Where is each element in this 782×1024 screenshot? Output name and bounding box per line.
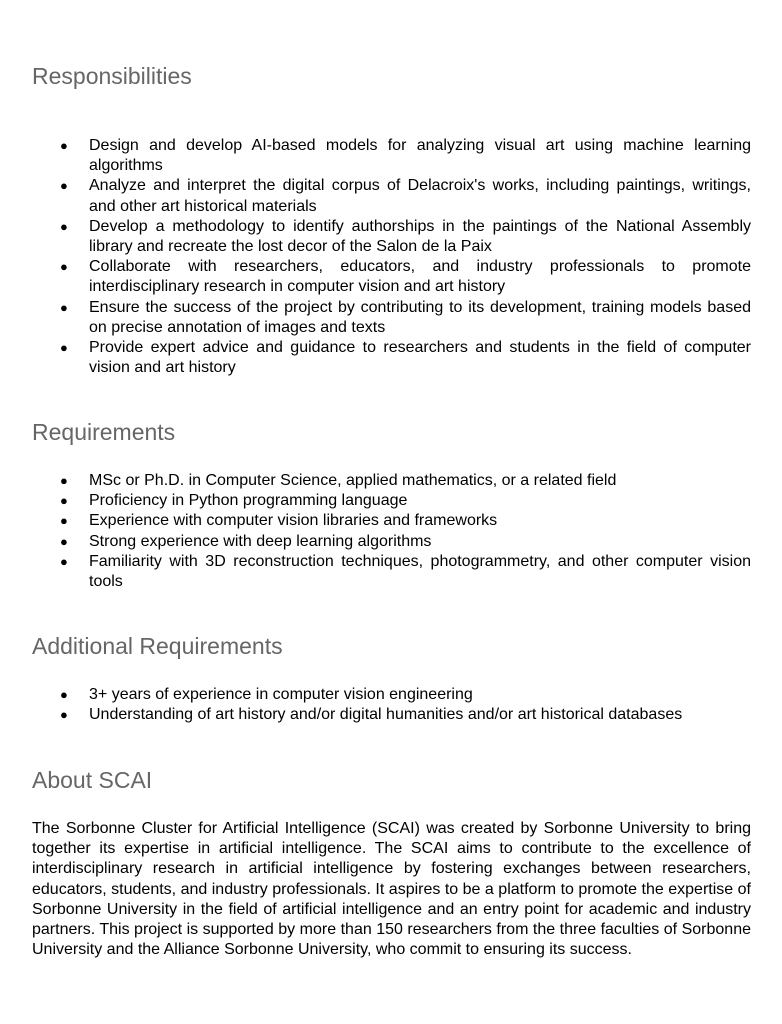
list-item [0, 685, 782, 705]
requirements-heading: Requirements [32, 419, 176, 445]
list-item [0, 217, 782, 257]
list-item [0, 176, 782, 216]
requirements-list [0, 471, 782, 592]
list-item-text: Familiarity with 3D reconstruction techniques, photogrammetry, and other computer vision tools [89, 552, 751, 591]
additional-requirements-heading: Additional Requirements [32, 633, 283, 659]
list-item [0, 552, 782, 592]
bullet-icon: ● [60, 138, 68, 153]
bullet-icon: ● [60, 493, 68, 509]
bullet-icon: ● [60, 553, 68, 569]
list-item [0, 257, 782, 297]
responsibilities-heading: Responsibilities [32, 63, 192, 89]
list-item-text: Analyze and interpret the digital corpus of Delacroix's works, including paintings, writings, and other art historical materials [89, 177, 751, 215]
list-item [0, 298, 782, 338]
list-item-text: Proficiency in Python programming language [89, 492, 408, 510]
bullet-icon: ● [60, 533, 68, 549]
list-item [0, 511, 782, 531]
about-paragraph: The Sorbonne Cluster for Artificial Intelligence (SCAI) was created by Sorbonne University to bring together its expertise in artificial intelligence. The SCAI aims to contribute to the excellence of interdisciplinary research in artificial intelligence by fostering exchanges between researchers, educators, students, and industry professionals. It aspires to be a platform to promote the expertise of Sorbonne University in the field of artificial intelligence and an entry point for academic and industry partners. This project is supported by more than 150 researchers from the three faculties of Sorbonne University and the Alliance Sorbonne University, who commit to ensuring its success. [32, 820, 751, 959]
bullet-icon: ● [60, 340, 68, 356]
list-item-text: Strong experience with deep learning algorithms [89, 532, 432, 550]
list-item-text: Provide expert advice and guidance to researchers and students in the field of computer vision and art history [89, 339, 751, 377]
list-item [0, 705, 782, 725]
bullet-icon: ● [60, 707, 68, 723]
list-item-text: Design and develop AI-based models for analyzing visual art using machine learning algorithms [89, 137, 751, 175]
about-heading: About SCAI [32, 767, 153, 793]
list-item [0, 471, 782, 491]
list-item-text: Understanding of art history and/or digital humanities and/or art historical databases [89, 706, 683, 724]
bullet-icon: ● [60, 218, 68, 234]
bullet-icon: ● [60, 178, 68, 194]
list-item-text: Ensure the success of the project by contributing to its development, training models based on precise annotation of images and texts [89, 298, 751, 336]
list-item [0, 532, 782, 552]
list-item [0, 491, 782, 511]
list-item-text: Collaborate with researchers, educators, and industry professionals to promote interdisciplinary research in computer vision and art history [89, 258, 751, 296]
bullet-icon: ● [60, 299, 68, 315]
bullet-icon: ● [60, 513, 68, 529]
responsibilities-list [0, 136, 782, 378]
list-item [0, 136, 782, 176]
list-item-text: Experience with computer vision libraries and frameworks [89, 512, 498, 530]
bullet-icon: ● [60, 473, 68, 488]
list-item [0, 338, 782, 378]
bullet-icon: ● [60, 259, 68, 275]
list-item-text: 3+ years of experience in computer vision engineering [89, 686, 473, 703]
list-item-text: MSc or Ph.D. in Computer Science, applied mathematics, or a related field [89, 472, 617, 489]
bullet-icon: ● [60, 687, 68, 702]
list-item-text: Develop a methodology to identify authorships in the paintings of the National Assembly library and recreate the lost decor of the Salon de la Paix [89, 217, 751, 256]
additional-requirements-list [0, 685, 782, 725]
